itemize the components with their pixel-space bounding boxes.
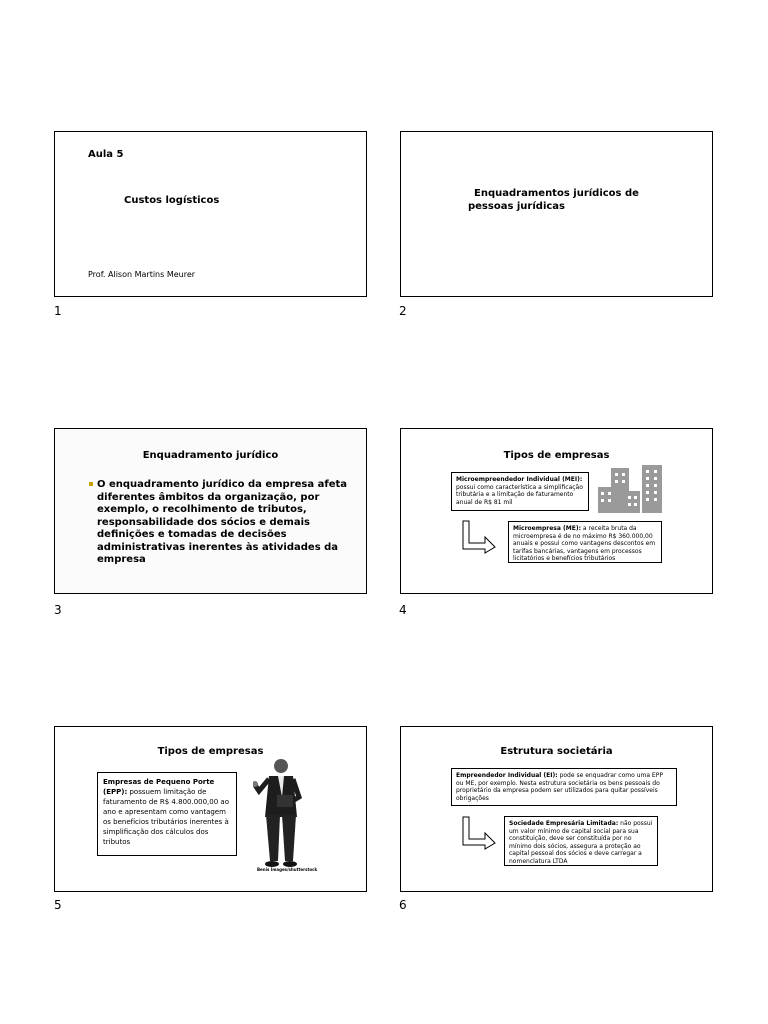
ei-box-heading: Empreendedor Individual (EI): — [456, 772, 558, 779]
slide-3-number: 3 — [54, 603, 62, 617]
bullet-line: empresa — [97, 554, 146, 565]
bullet-line: O enquadramento jurídico da empresa afeta — [97, 479, 348, 490]
slide-1-number: 1 — [54, 304, 62, 318]
bullet-line: diferentes âmbitos da organização, por — [97, 491, 320, 503]
slide-5-number: 5 — [54, 898, 62, 912]
slide-4 — [400, 428, 713, 594]
slide-1-author: Prof. Alison Martins Meurer — [88, 270, 196, 279]
ltda-box — [504, 816, 658, 866]
slide-3 — [54, 428, 367, 594]
slide-3-title: Enquadramento jurídico — [142, 450, 279, 461]
arrow-icon — [461, 519, 497, 555]
slide-5-title: Tipos de empresas — [157, 746, 264, 757]
slide-1-subtitle: Custos logísticos — [124, 195, 220, 206]
slide-1-aula: Aula 5 — [88, 149, 124, 160]
bullet-line: definições e tomadas de decisões — [97, 529, 287, 540]
epp-box-text: possuem limitação de faturamento de R$ 4.800.000,00 ao ano e apresentam como vantagem os benefícios tributários inerentes à simplificação dos cálculos dos tributos — [103, 788, 229, 846]
image-credit: Benis Images/shutterstock — [257, 867, 318, 872]
bullet-line: exemplo, o recolhimento de tributos, — [97, 504, 307, 515]
bullet-line: administrativas inerentes às atividades da — [97, 541, 339, 553]
arrow-icon — [461, 815, 497, 851]
slide-2-title-line1: Enquadramentos jurídicos de — [474, 188, 639, 199]
mei-box-heading: Microempreendedor Individual (MEI): — [456, 476, 583, 483]
slide-5 — [54, 726, 367, 892]
me-box-heading: Microempresa (ME): — [513, 525, 581, 532]
ltda-box-heading: Sociedade Empresária Limitada: — [509, 820, 619, 827]
mei-box — [451, 472, 589, 511]
buildings-icon — [598, 465, 664, 513]
ei-box-text: pode se enquadrar como uma EPP ou ME, por exemplo. Nesta estrutura societária os bens pessoais do proprietário da empresa podem ser utilizados para quitar possíveis obrigações — [456, 772, 663, 802]
me-box-text: a receita bruta da microempresa é de no máximo R$ 360.000,00 anuais e possui como vantagens descontos em tarifas bancárias, vantagens em processos licitatórios e benefícios tributários — [513, 525, 656, 562]
bullet-marker — [89, 482, 93, 486]
slide-2 — [400, 131, 713, 297]
slide-3-bullet — [97, 479, 347, 567]
ltda-box-text: não possui um valor mínimo de capital social para sua constituição, deve ser constituída por no mínimo dois sócios, assegura a proteção ao capital pessoal dos sócios e deve carregar a nomenclatura LTDA — [509, 820, 653, 865]
businessman-image — [253, 757, 309, 869]
slide-4-title: Tipos de empresas — [503, 450, 610, 461]
ei-box — [451, 768, 677, 806]
slide-6 — [400, 726, 713, 892]
slide-6-title: Estrutura societária — [500, 746, 613, 757]
bullet-line: responsabilidade dos sócios e demais — [97, 516, 310, 528]
slide-4-number: 4 — [399, 603, 407, 617]
me-box — [508, 521, 662, 563]
slide-2-number: 2 — [399, 304, 407, 318]
slide-2-title-line2: pessoas jurídicas — [467, 201, 566, 212]
slide-6-number: 6 — [399, 898, 407, 912]
epp-box-heading: Empresas de Pequeno Porte (EPP): — [103, 778, 215, 796]
epp-box — [97, 772, 237, 856]
slide-1 — [54, 131, 367, 297]
mei-box-text: possui como característica a simplificação tributária e a limitação de faturamento anual de R$ 81 mil — [456, 483, 583, 506]
